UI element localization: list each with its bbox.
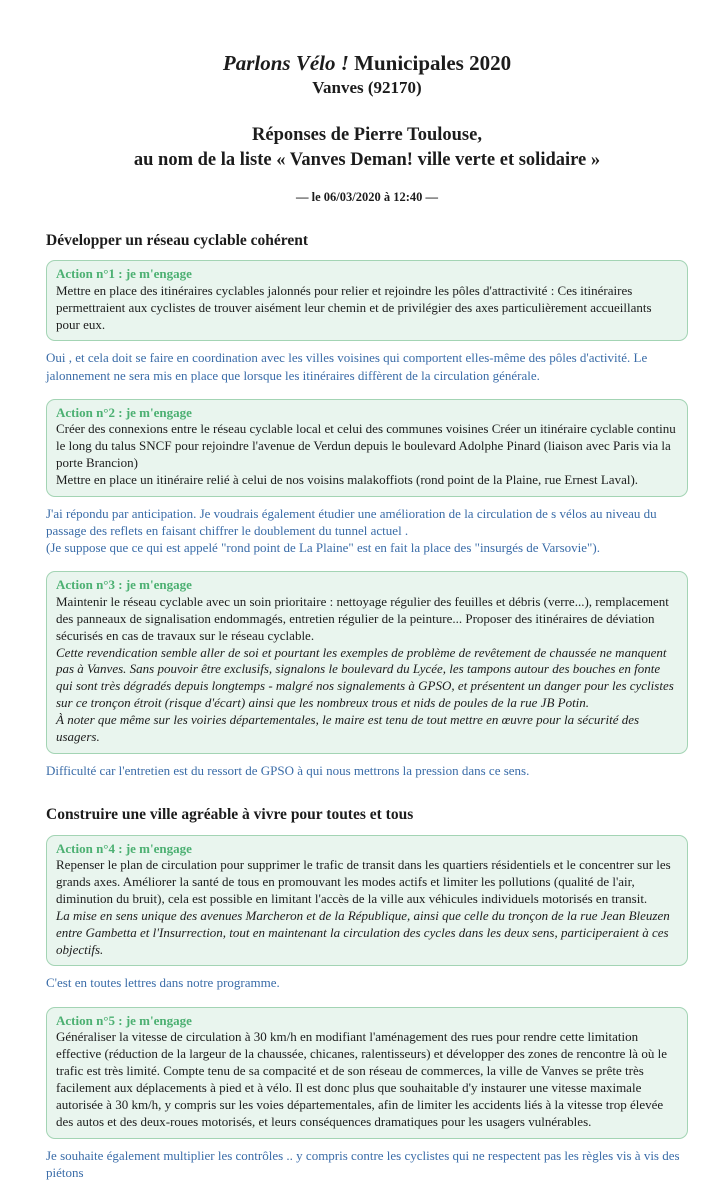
action-3-paragraph-italic: Cette revendication semble aller de soi et pourtant les exemples de problème de revêtement de chaussée ne manquent pas à Vanves. Sans pouvoir être exclusifs, signalons le boulevard du Lycée, les tampons autour des bouches en fonte qui sont très dégradés depuis longtemps - malgré nos signalements à GPSO, et présentent un danger pour les cyclistes sur ce tronçon étroit (risque d'écart) ainsi que les nombreux trous et nids de poules de la rue JB Potin.: [56, 644, 674, 711]
respondent-block: [46, 123, 688, 173]
action-3-label: Action n°3 : je m'engage: [56, 577, 192, 593]
answer-1: [46, 349, 688, 383]
city-subtitle: Vanves (92170): [312, 78, 422, 98]
page-title-italic-part: Parlons Vélo !: [222, 51, 349, 75]
action-box-4: [46, 835, 688, 967]
document-header: [46, 50, 688, 205]
section-heading-reseau-cyclable: Développer un réseau cyclable cohérent: [46, 231, 309, 249]
action-2-label: Action n°2 : je m'engage: [56, 404, 192, 420]
answer-4: [46, 974, 688, 991]
action-box-2: [46, 399, 688, 497]
action-5-paragraph: Généraliser la vitesse de circulation à 30 km/h en modifiant l'aménagement des rues pour rendre cette limitation effective (réduction de la largeur de la chaussée, chicanes, ralentisseurs) et développer des zones de rencontre là où le trafic est très limité. Compte tenu de sa compacité et de son réseau de commerces, la ville de Vanves se prête très facilement aux déplacements à pied et à vélo. Il est donc plus que souhaitable d'y instaurer une vitesse maximale autorisée à 30 km/h, y compris sur les voies départementales, afin de limiter les accidents liés à la vitesse trop élevée des autos et des deux-roues motorisés, et leurs conséquences dramatiques pour les usagers vulnérables.: [56, 1029, 667, 1129]
page-title: [46, 50, 688, 76]
respondent-name-line: Réponses de Pierre Toulouse,: [252, 124, 482, 145]
answer-5: [46, 1147, 688, 1181]
answer-1-paragraph: Oui , et cela doit se faire en coordination avec les villes voisines qui comportent elles-même des pôles d'activité. Le jalonnement ne sera mis en place que lorsque les itinéraires diffèrent de la circulation générale.: [46, 350, 648, 383]
answer-4-paragraph: C'est en toutes lettres dans notre programme.: [46, 975, 280, 991]
action-1-label: Action n°1 : je m'engage: [56, 266, 192, 282]
action-4-paragraph-italic: La mise en sens unique des avenues Marcheron et de la République, ainsi que celle du tronçon de la rue Jean Bleuzen entre Gambetta et l'Insurrection, tout en maintenant la circulation des cycles dans les deux sens, participeraient à ces objectifs.: [56, 907, 670, 957]
page-title-rest: Municipales 2020: [348, 51, 512, 75]
action-4-label: Action n°4 : je m'engage: [56, 840, 192, 856]
answer-2-paragraph: (Je suppose que ce qui est appelé "rond point de La Plaine" est en fait la place des "insurgés de Varsovie").: [46, 540, 600, 556]
action-5-label: Action n°5 : je m'engage: [56, 1012, 192, 1028]
action-4-paragraph: Repenser le plan de circulation pour supprimer le trafic de transit dans les quartiers résidentiels et le concentrer sur les grands axes. Améliorer la santé de tous en promouvant les modes actifs et limiter les pollutions (qualité de l'air, diminution du bruit), cela est possible en limitant l'accès de la ville aux véhicules individuels motorisés en transit.: [56, 857, 671, 906]
answer-5-paragraph: Je souhaite également multiplier les contrôles .. y compris contre les cyclistes qui ne respectent pas les règles vis à vis des piétons: [46, 1147, 680, 1180]
action-3-paragraph-italic: À noter que même sur les voiries départementales, le maire est tenu de tout mettre en œuvre pour la sécurité des usagers.: [56, 712, 640, 744]
date-line: — le 06/03/2020 à 12:40 —: [295, 189, 438, 204]
answer-2: [46, 505, 688, 556]
action-2-paragraph: Créer des connexions entre le réseau cyclable local et celui des communes voisines Créer un itinéraire cyclable continu le long du talus SNCF pour rejoindre l'avenue de Verdun depuis le boulevard Adolphe Pinard (liaison avec Paris via la porte Brancion): [56, 421, 676, 471]
action-1-paragraph: Mettre en place des itinéraires cyclables jalonnés pour relier et rejoindre les pôles d'attractivité : Ces itinéraires permettraient aux cyclistes de trouver aisément leur chemin et de privilégier des axes particulièrement accueillants pour eux.: [56, 282, 652, 332]
action-box-5: [46, 1007, 688, 1139]
respondent-list-line: au nom de la liste « Vanves Deman! ville verte et solidaire »: [133, 149, 601, 170]
answer-3: [46, 762, 688, 779]
answer-2-paragraph: J'ai répondu par anticipation. Je voudrais également étudier une amélioration de la circulation de s vélos au niveau du passage des reflets en faisant chiffrer le doublement du tunnel actuel .: [46, 505, 657, 538]
action-3-paragraph: Maintenir le réseau cyclable avec un soin prioritaire : nettoyage régulier des feuilles et débris (verre...), remplacement des panneaux de signalisation endommagés, entretien régulier de la peinture... Proposer des itinéraires de déviation sécurisés en cas de travaux sur le réseau cyclable.: [56, 593, 669, 643]
answer-3-paragraph: Difficulté car l'entretien est du ressort de GPSO à qui nous mettrons la pression dans ce sens.: [46, 762, 530, 778]
action-2-paragraph: Mettre en place un itinéraire relié à celui de nos voisins malakoffiots (rond point de la Plaine, rue Ernest Laval).: [56, 471, 639, 487]
action-box-3: [46, 571, 688, 754]
action-box-1: [46, 260, 688, 341]
section-heading-ville-agreable: Construire une ville agréable à vivre pour toutes et tous: [46, 806, 414, 823]
